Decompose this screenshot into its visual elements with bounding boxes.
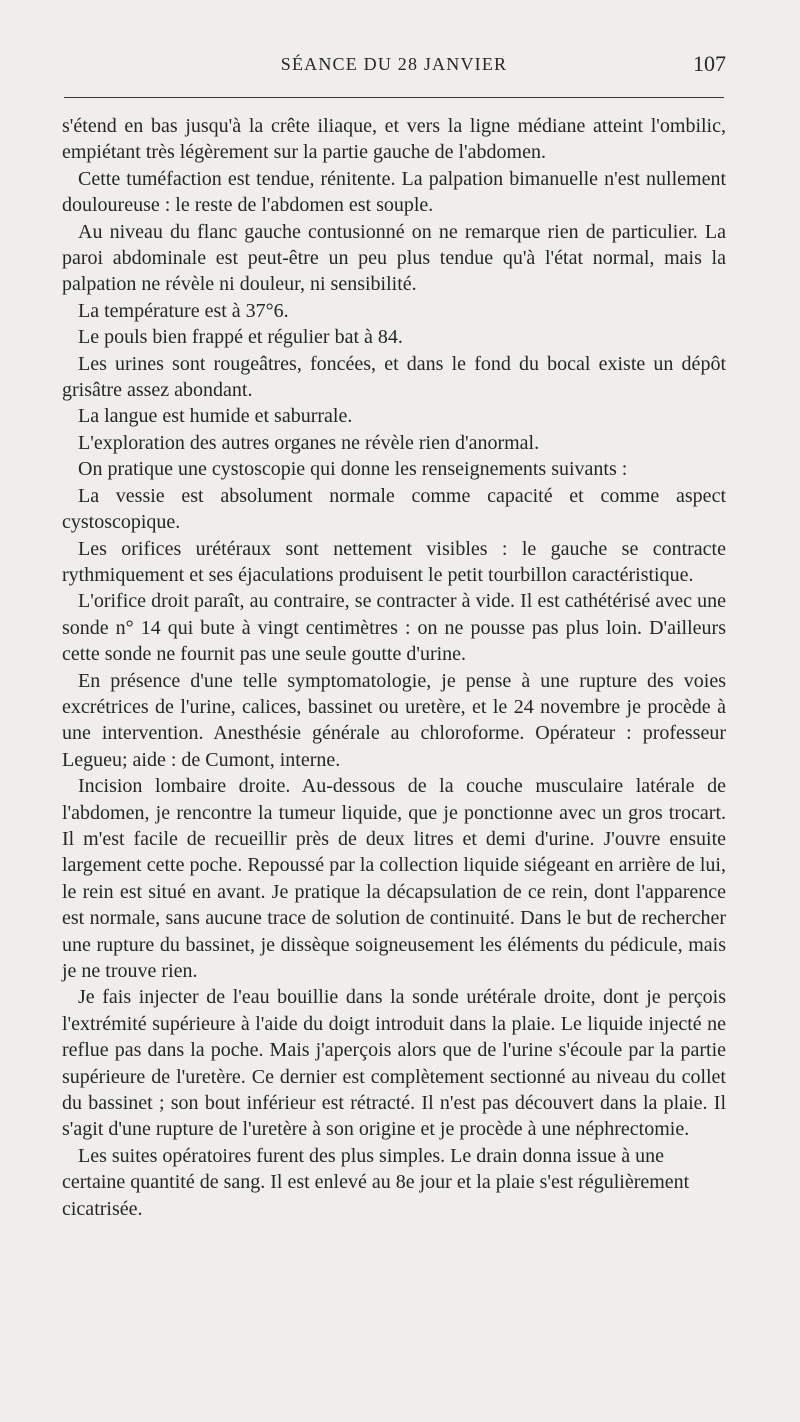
page-number: 107 [693, 51, 726, 76]
paragraph: La langue est humide et saburrale. [78, 405, 353, 428]
paragraph: En présence d'une telle symptomatologie, je pense à une rupture des voies excrétrices de l'urine, calices, bassinet ou uretère, et le 24 novembre je procède à une intervention. Anesthésie générale au chloroforme. Opérateur : professeur Legueu; aide : de Cumont, interne. [62, 669, 726, 771]
paragraph: Au niveau du flanc gauche contusionné on ne remarque rien de particulier. La paroi abdominale est peut-être un peu plus tendue qu'à l'état normal, mais la palpation ne révèle ni douleur, ni sensibilité. [62, 220, 726, 296]
paragraph: On pratique une cystoscopie qui donne les renseignements suivants : [78, 458, 628, 481]
paragraph: Je fais injecter de l'eau bouillie dans la sonde urétérale droite, dont je perçois l'extrémité supérieure à l'aide du doigt introduit dans la plaie. Le liquide injecté ne reflue pas dans la poche. Mais j'aperçois alors que de l'urine s'écoule par la partie supérieure de l'uretère. Ce dernier est complètement sectionné au niveau du collet du bassinet ; son bout inférieur est rétracté. Il n'est pas découvert dans la plaie. Il s'agit d'une rupture de l'uretère à son origine et je procède à une néphrectomie. [62, 986, 726, 1141]
page-header [62, 51, 726, 82]
paragraph: Les suites opératoires furent des plus simples. Le drain donna issue à une certaine quantité de sang. Il est enlevé au 8e jour et la plaie s'est régulièrement cicatrisée. [62, 1144, 690, 1220]
paragraph: La vessie est absolument normale comme capacité et comme aspect cystoscopique. [62, 484, 726, 534]
paragraph: Les urines sont rougeâtres, foncées, et dans le fond du bocal existe un dépôt grisâtre assez abondant. [62, 352, 726, 402]
running-title: SÉANCE DU 28 JANVIER [280, 54, 508, 74]
body-text [62, 113, 726, 1222]
paragraph: Incision lombaire droite. Au-dessous de la couche musculaire latérale de l'abdomen, je rencontre la tumeur liquide, que je ponctionne avec un gros trocart. Il m'est facile de recueillir près de deux litres et demi d'urine. J'ouvre ensuite largement cette poche. Repoussé par la collection liquide siégeant en arrière de lui, le rein est situé en avant. Je pratique la décapsulation de ce rein, dont l'apparence est normale, sans aucune trace de solution de continuité. Dans le but de rechercher une rupture du bassinet, je dissèque soigneusement les éléments du pédicule, mais je ne trouve rien. [62, 775, 726, 982]
paragraph: Le pouls bien frappé et régulier bat à 84. [78, 326, 403, 349]
paragraph: s'étend en bas jusqu'à la crête iliaque, et vers la ligne médiane atteint l'ombilic, empiétant très légèrement sur la partie gauche de l'abdomen. [62, 115, 726, 164]
paragraph: L'orifice droit paraît, au contraire, se contracter à vide. Il est cathétérisé avec une sonde n° 14 qui bute à vingt centimètres : on ne pousse pas plus loin. D'ailleurs cette sonde ne fournit pas une seule goutte d'urine. [62, 590, 726, 666]
paragraph: L'exploration des autres organes ne révèle rien d'anormal. [78, 431, 540, 454]
paragraph: La température est à 37°6. [78, 299, 289, 322]
header-rule [64, 97, 724, 98]
paragraph: Cette tuméfaction est tendue, rénitente. La palpation bimanuelle n'est nullement douloureuse : le reste de l'abdomen est souple. [62, 167, 726, 217]
paragraph: Les orifices urétéraux sont nettement visibles : le gauche se contracte rythmiquement et ses éjaculations produisent le petit tourbillon caractéristique. [62, 537, 726, 586]
